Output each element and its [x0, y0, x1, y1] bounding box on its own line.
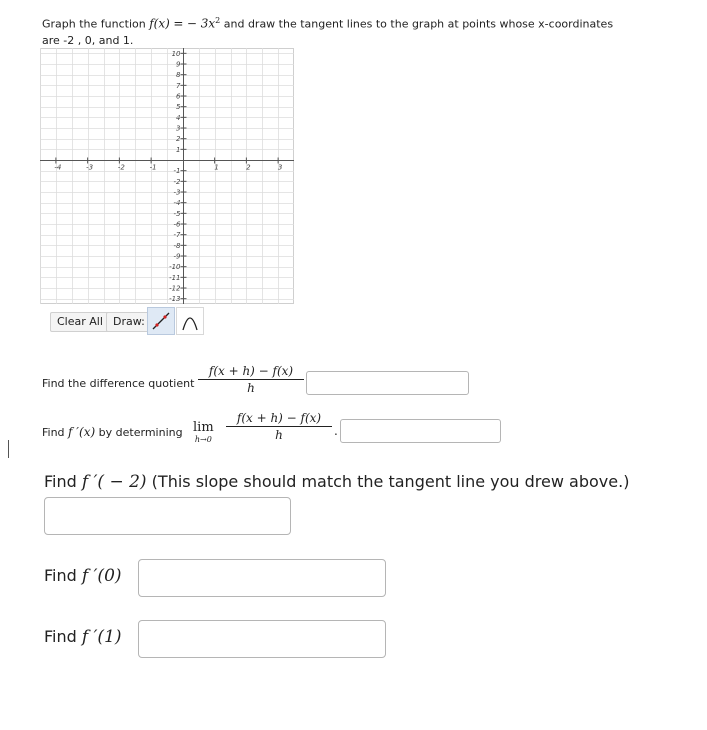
draw-label: Draw:	[106, 312, 152, 332]
y-tick-label: 7	[176, 81, 181, 90]
question-prefix: Graph the function	[42, 17, 146, 31]
q4-label	[44, 566, 122, 586]
line-tool-button[interactable]	[147, 307, 175, 335]
x-tick-label: 2	[246, 163, 251, 172]
clear-all-button[interactable]: Clear All	[50, 312, 110, 332]
q2-label	[42, 425, 183, 439]
q2-find: Find	[42, 426, 65, 439]
y-tick-label: -11	[169, 273, 181, 282]
y-tick-label: 5	[176, 103, 181, 112]
q5-answer-input[interactable]	[138, 620, 386, 658]
line-tool-icon	[148, 308, 174, 334]
y-tick-label: 2	[176, 135, 181, 144]
x-tick-label: 3	[277, 163, 283, 172]
function-rhs: − 3x	[186, 16, 216, 31]
q5-find: Find	[44, 627, 77, 646]
y-tick-label: -2	[173, 177, 181, 186]
y-tick-label: -1	[173, 167, 181, 176]
y-tick-label: 3	[176, 124, 181, 133]
function-exponent: 2	[215, 16, 221, 25]
question-suffix: and draw the tangent lines to the graph at points whose x-coordinates	[223, 17, 614, 31]
q2-denominator: h	[275, 428, 283, 442]
q2-period: .	[334, 424, 338, 438]
y-tick-label: -6	[173, 220, 181, 229]
q3-find: Find	[44, 472, 77, 491]
y-tick-label: 8	[176, 71, 181, 80]
y-tick-label: 6	[176, 92, 181, 101]
q5-label	[44, 627, 122, 647]
y-tick-label: 4	[176, 113, 181, 122]
y-tick-label: -9	[173, 252, 181, 261]
text-cursor	[8, 440, 9, 458]
q4-find: Find	[44, 566, 77, 585]
y-tick-label: -5	[173, 209, 181, 218]
function-equals: =	[173, 16, 184, 31]
q3-label	[44, 472, 629, 492]
graph-border	[41, 49, 294, 304]
q1-answer-input[interactable]	[306, 371, 469, 395]
x-tick-label: -1	[149, 163, 157, 172]
q1-numerator: f(x + h) − f(x)	[208, 364, 294, 378]
q2-fprime: f ′(x)	[68, 425, 96, 439]
y-tick-label: -3	[173, 188, 181, 197]
y-tick-label: -12	[169, 284, 181, 293]
x-tick-label: -3	[86, 163, 94, 172]
x-tick-label: -2	[117, 163, 125, 172]
graph-area[interactable]	[40, 48, 294, 304]
y-tick-label: -8	[173, 241, 181, 250]
q3-note: (This slope should match the tangent line you drew above.)	[151, 472, 630, 491]
y-tick-label: 9	[176, 60, 181, 69]
q1-fraction	[198, 364, 304, 395]
q2-fraction-bar	[226, 426, 332, 427]
q2-lim: lim	[193, 420, 214, 435]
q2-lim-sub: h→0	[194, 435, 212, 444]
q2-limit	[193, 421, 214, 444]
y-tick-label: 1	[176, 145, 181, 154]
q3-answer-input[interactable]	[44, 497, 291, 535]
q2-by: by determining	[98, 426, 183, 439]
question-line-1	[42, 16, 613, 31]
graph-axes	[40, 48, 294, 304]
y-tick-label: -10	[169, 263, 181, 272]
graph-grid	[40, 48, 294, 304]
y-tick-label: -4	[173, 199, 181, 208]
q1-label: Find the difference quotient	[42, 377, 195, 390]
q1-denominator: h	[247, 381, 255, 395]
question-line-2: are -2 , 0, and 1.	[42, 34, 134, 47]
x-tick-label: 1	[214, 163, 219, 172]
y-tick-label: 10	[171, 49, 181, 58]
q1-fraction-bar	[198, 379, 304, 380]
q5-expr: f ′(1)	[81, 627, 122, 647]
q4-expr: f ′(0)	[81, 566, 122, 586]
y-tick-label: -13	[169, 295, 181, 304]
parabola-tool-button[interactable]	[176, 307, 204, 335]
q2-answer-input[interactable]	[340, 419, 501, 443]
q2-fraction	[226, 411, 332, 442]
q4-answer-input[interactable]	[138, 559, 386, 597]
y-tick-label: -7	[173, 231, 181, 240]
function-lhs: f(x)	[149, 16, 170, 31]
q3-expr: f ′( − 2)	[81, 472, 147, 492]
x-tick-label: -4	[54, 163, 62, 172]
q2-numerator: f(x + h) − f(x)	[236, 411, 322, 425]
parabola-tool-icon	[177, 308, 203, 334]
